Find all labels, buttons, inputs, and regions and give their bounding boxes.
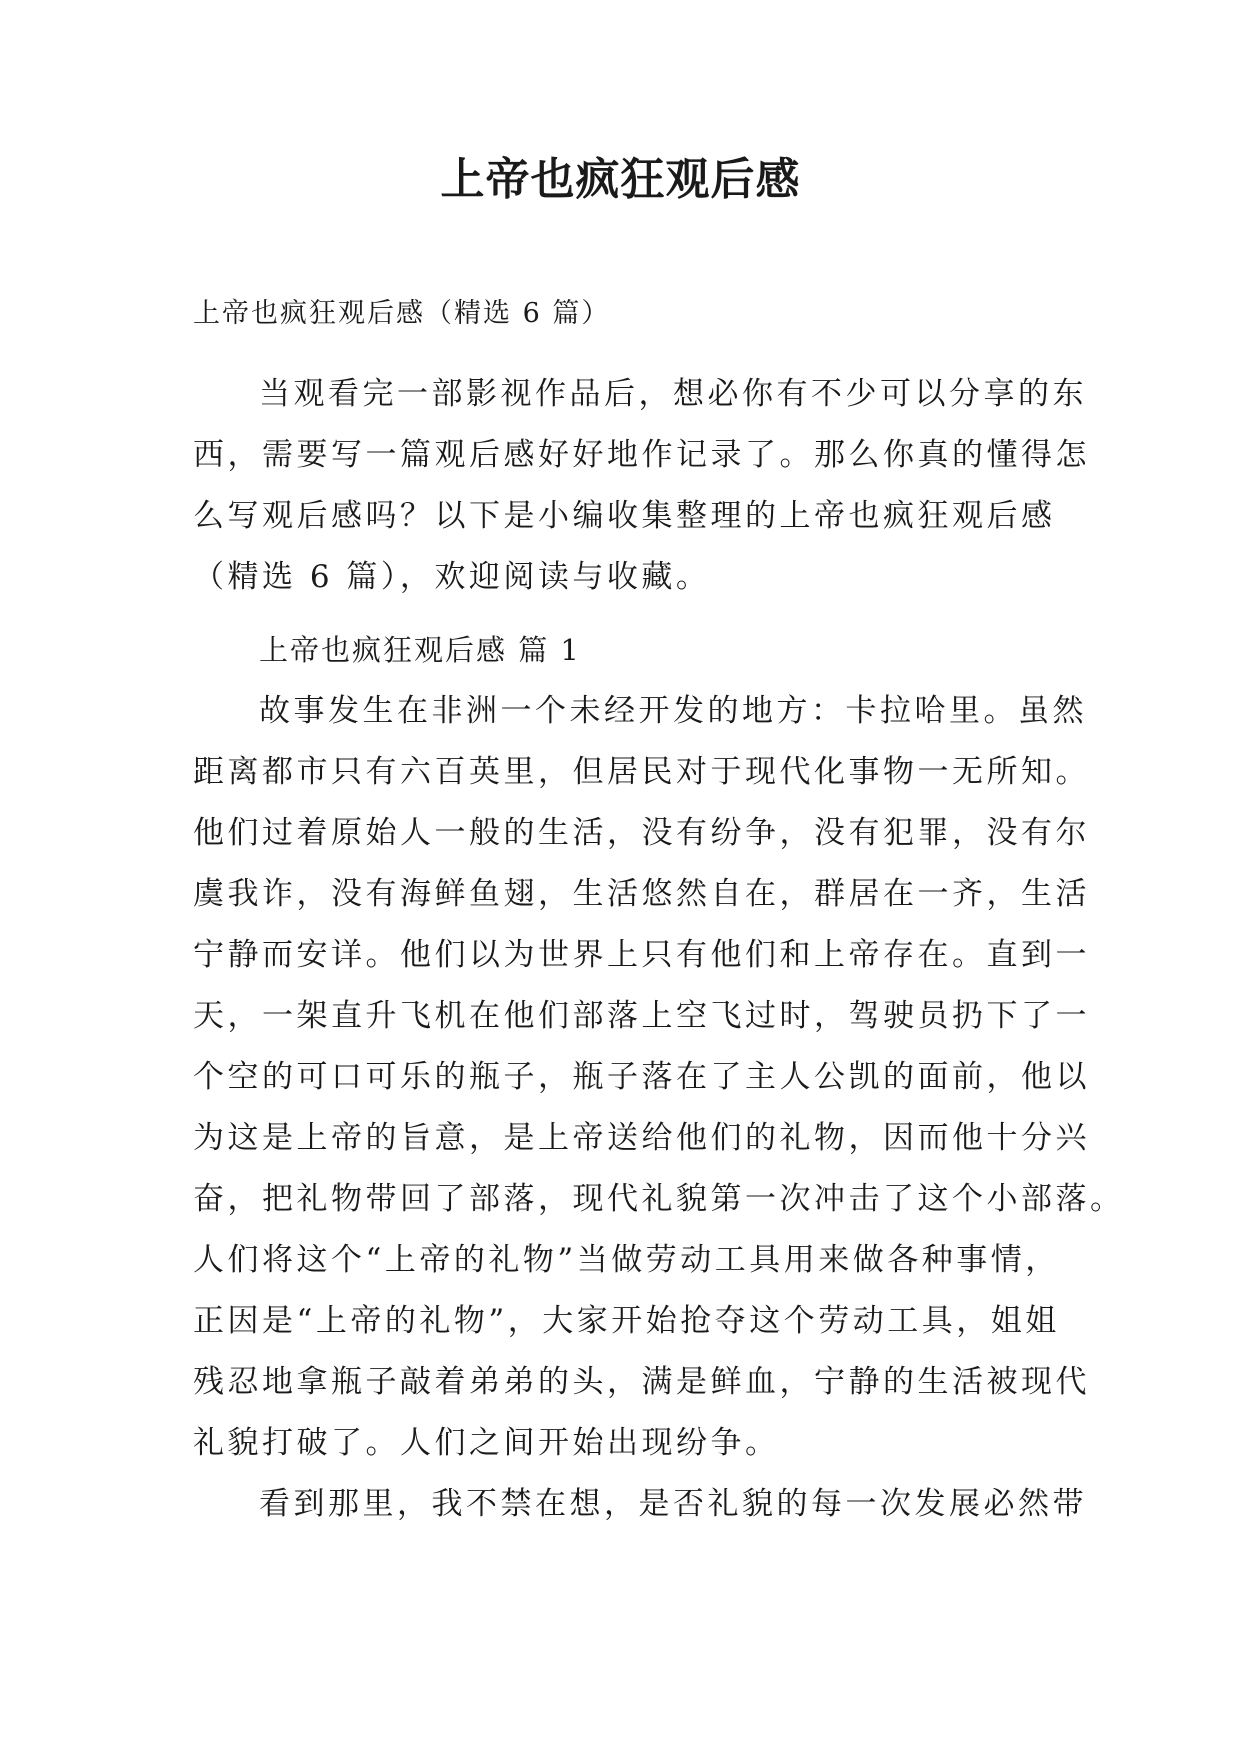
section-1: [193, 620, 1125, 1535]
body-line: 故事发生在非洲一个未经开发的地方：卡拉哈里。虽然: [259, 693, 1087, 729]
body-line: 他们过着原始人一般的生活，没有纷争，没有犯罪，没有尔: [193, 815, 1090, 851]
body-line: 天，一架直升飞机在他们部落上空飞过时，驾驶员扔下了一: [193, 998, 1090, 1034]
body-line: 宁静而安详。他们以为世界上只有他们和上帝存在。直到一: [193, 937, 1090, 973]
body-line: 看到那里，我不禁在想，是否礼貌的每一次发展必然带: [259, 1486, 1087, 1522]
document-title: 上帝也疯狂观后感: [440, 154, 801, 205]
body-line: 虞我诈，没有海鲜鱼翅，生活悠然自在，群居在一齐，生活: [193, 876, 1090, 912]
body-line: 为这是上帝的旨意，是上帝送给他们的礼物，因而他十分兴: [193, 1120, 1090, 1156]
body-line: 礼貌打破了。人们之间开始出现纷争。: [193, 1425, 780, 1461]
body-line: 奋，把礼物带回了部落，现代礼貌第一次冲击了这个小部落。: [193, 1181, 1125, 1217]
intro-line: 当观看完一部影视作品后，想必你有不少可以分享的东: [259, 376, 1087, 412]
document-subtitle: 上帝也疯狂观后感（精选 6 篇）: [193, 298, 611, 329]
section-heading: 上帝也疯狂观后感 篇 1: [259, 633, 581, 667]
body-line: 残忍地拿瓶子敲着弟弟的头，满是鲜血，宁静的生活被现代: [193, 1364, 1090, 1400]
body-line: 正因是“上帝的礼物”，大家开始抢夺这个劳动工具，姐姐: [193, 1303, 1060, 1339]
body-line: 距离都市只有六百英里，但居民对于现代化事物一无所知。: [193, 754, 1090, 790]
intro-paragraph: [193, 364, 1090, 608]
intro-line: （精选 6 篇），欢迎阅读与收藏。: [193, 559, 711, 595]
body-line: 个空的可口可乐的瓶子，瓶子落在了主人公凯的面前，他以: [193, 1059, 1090, 1095]
intro-line: 西，需要写一篇观后感好好地作记录了。那么你真的懂得怎: [193, 437, 1090, 473]
intro-line: 么写观后感吗？以下是小编收集整理的上帝也疯狂观后感: [193, 498, 1056, 534]
body-line: 人们将这个“上帝的礼物”当做劳动工具用来做各种事情，: [193, 1242, 1060, 1278]
